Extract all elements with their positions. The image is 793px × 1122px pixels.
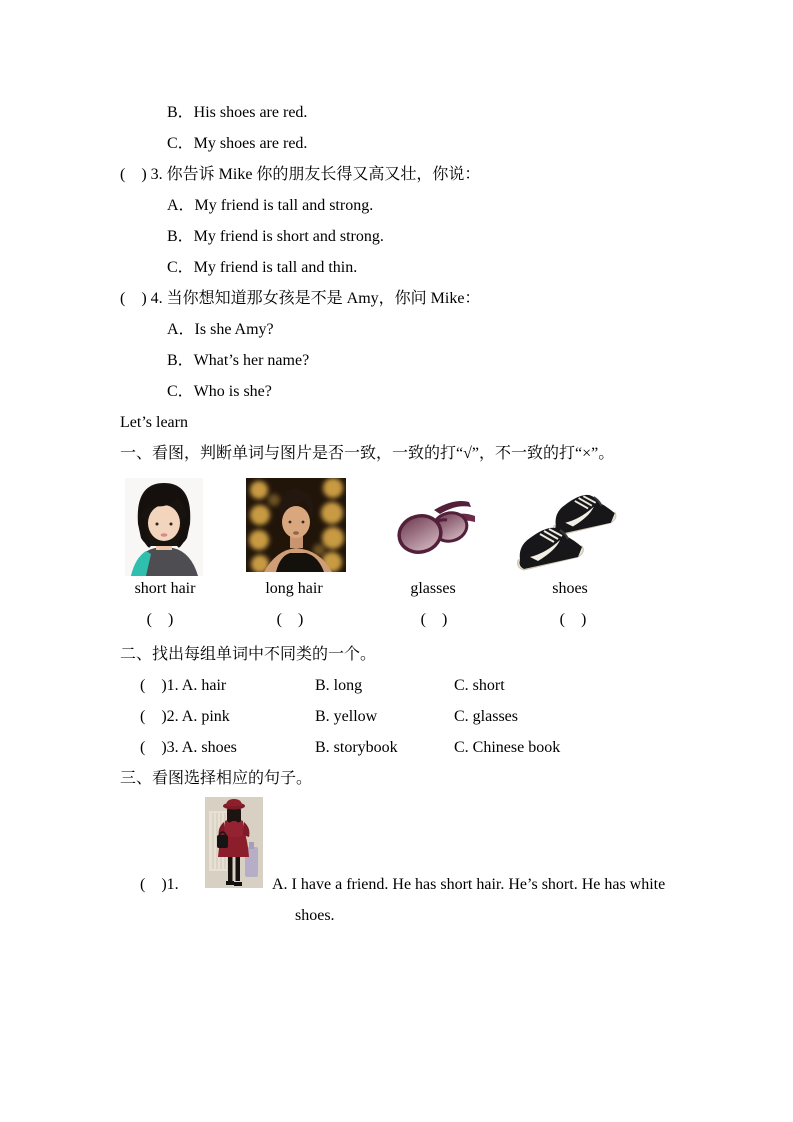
s3-sentence-line2: shoes. [295,907,335,924]
s2-row1-blank-a [140,676,226,696]
purple-sunglasses-photo [390,489,482,567]
s2-row1-parens: ( )1. [140,677,179,694]
photo-label-short-hair: short hair [134,580,196,597]
question-3-option-c: C．My friend is tall and thin. [167,259,358,276]
s2-row1-option-b: B. long [315,677,363,694]
s2-row3-option-a: A. shoes [181,739,237,756]
question-3-option-b: B．My friend is short and strong. [167,228,384,245]
photo-label-shoes: shoes [552,580,588,597]
s2-row2-parens: ( )2. [140,708,179,725]
s2-row3-parens: ( )3. [140,739,179,756]
short-hair-girl-photo [125,478,203,576]
carryover-option-c: C．My shoes are red. [167,135,308,152]
answer-parens-1: ( ) [146,611,174,628]
lets-learn-heading: Let’s learn [120,414,188,431]
section-one-heading: 一、看图，判断单词与图片是否一致，一致的打“√”，不一致的打“×”。 [120,445,615,462]
section-two-heading: 二、找出每组单词中不同类的一个。 [120,646,377,663]
s2-row2-option-c: C. glasses [454,708,518,725]
s2-row1-option-c: C. short [454,677,505,694]
question-3-option-a: A．My friend is tall and strong. [167,197,374,214]
question-4-lead: ( ) 4. 当你想知道那女孩是不是 Amy，你问 Mike： [120,290,481,307]
question-3-lead: ( ) 3. 你告诉 Mike 你的朋友长得又高又壮，你说： [120,166,481,183]
answer-parens-2: ( ) [276,611,304,628]
girl-in-red-dress-photo [205,797,263,888]
s2-row2-blank-a [140,707,230,727]
answer-parens-4: ( ) [559,611,587,628]
s3-sentence-line1: A. I have a friend. He has short hair. He’s short. He has white [272,876,666,893]
s2-row3-option-c: C. Chinese book [454,739,561,756]
s2-row1-option-a: A. hair [181,677,227,694]
carryover-option-b: B．His shoes are red. [167,104,308,121]
woman-with-bokeh-lights-photo [246,478,346,572]
s2-row2-option-a: A. pink [181,708,230,725]
question-4-option-c: C．Who is she? [167,383,272,400]
answer-parens-3: ( ) [420,611,448,628]
question-4-option-b: B．What’s her name? [167,352,310,369]
question-4-option-a: A．Is she Amy? [167,321,274,338]
s2-row3-option-b: B. storybook [315,739,398,756]
s2-row3-blank-a [140,738,237,758]
s3-item-parens: ( )1. [140,876,179,893]
photo-label-long-hair: long hair [265,580,323,597]
photo-label-glasses: glasses [410,580,456,597]
section-three-heading: 三、看图选择相应的句子。 [120,770,313,787]
black-sneakers-photo [514,476,626,576]
s2-row2-option-b: B. yellow [315,708,378,725]
